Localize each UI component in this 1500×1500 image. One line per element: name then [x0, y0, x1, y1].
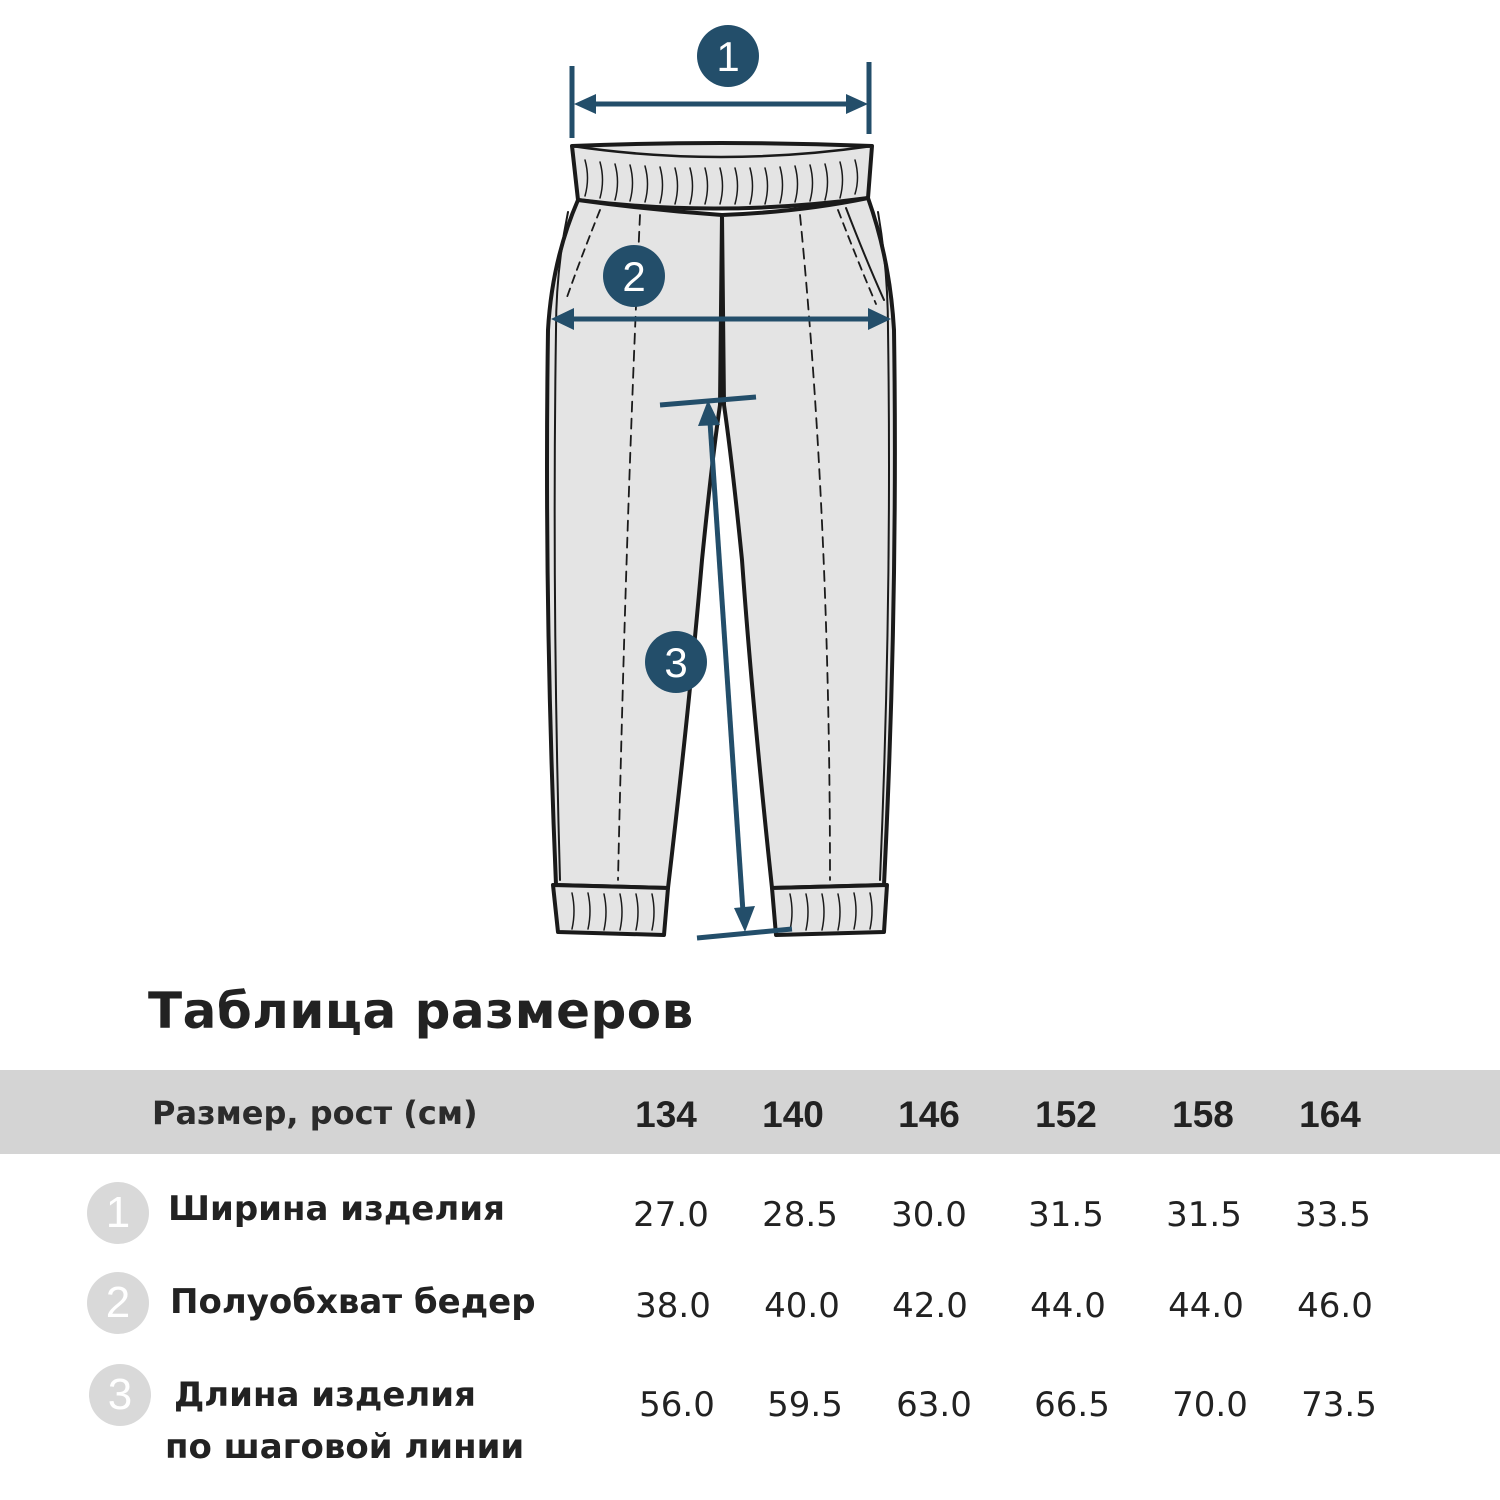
- row-label-line-1: Длина изделия: [174, 1375, 476, 1415]
- value-cell: 44.0: [1168, 1286, 1244, 1326]
- row-marker-1: 1: [87, 1182, 149, 1244]
- row-label: Ширина изделия: [168, 1189, 505, 1229]
- value-cell: 33.5: [1295, 1195, 1371, 1235]
- marker-3-number: 3: [664, 639, 688, 686]
- row-label-line-2: по шаговой линии: [165, 1427, 525, 1467]
- marker-2-number: 2: [622, 253, 646, 300]
- value-cell: 31.5: [1028, 1195, 1104, 1235]
- measurement-marker-1: [697, 25, 759, 87]
- table-title: Таблица размеров: [148, 982, 694, 1040]
- marker-1-number: 1: [716, 33, 740, 80]
- size-header-cell: 164: [1299, 1094, 1361, 1135]
- value-cell: 56.0: [639, 1385, 715, 1425]
- value-cell: 59.5: [767, 1385, 843, 1425]
- measurement-marker-3: [645, 631, 707, 693]
- value-cell: 31.5: [1166, 1195, 1242, 1235]
- value-cell: 73.5: [1301, 1385, 1377, 1425]
- value-cell: 38.0: [635, 1286, 711, 1326]
- header-size-label: Размер, рост (см): [152, 1094, 478, 1132]
- measurement-marker-2: [603, 245, 665, 307]
- size-header-cell: 158: [1172, 1094, 1234, 1135]
- value-cell: 42.0: [892, 1286, 968, 1326]
- value-cell: 44.0: [1030, 1286, 1106, 1326]
- pants-drawing: [547, 143, 895, 935]
- size-header-cell: 146: [898, 1094, 960, 1135]
- size-header-cell: 140: [762, 1094, 824, 1135]
- size-header-cell: 152: [1035, 1094, 1097, 1135]
- value-cell: 70.0: [1172, 1385, 1248, 1425]
- row-marker-2: 2: [87, 1272, 149, 1334]
- row-marker-3: 3: [89, 1364, 151, 1426]
- value-cell: 30.0: [891, 1195, 967, 1235]
- value-cell: 63.0: [896, 1385, 972, 1425]
- value-cell: 27.0: [633, 1195, 709, 1235]
- left-cuff: [553, 885, 668, 935]
- value-cell: 40.0: [764, 1286, 840, 1326]
- row-label: Полуобхват бедер: [170, 1282, 536, 1322]
- value-cell: 28.5: [762, 1195, 838, 1235]
- size-header-cell: 134: [635, 1094, 697, 1135]
- value-cell: 46.0: [1297, 1286, 1373, 1326]
- value-cell: 66.5: [1034, 1385, 1110, 1425]
